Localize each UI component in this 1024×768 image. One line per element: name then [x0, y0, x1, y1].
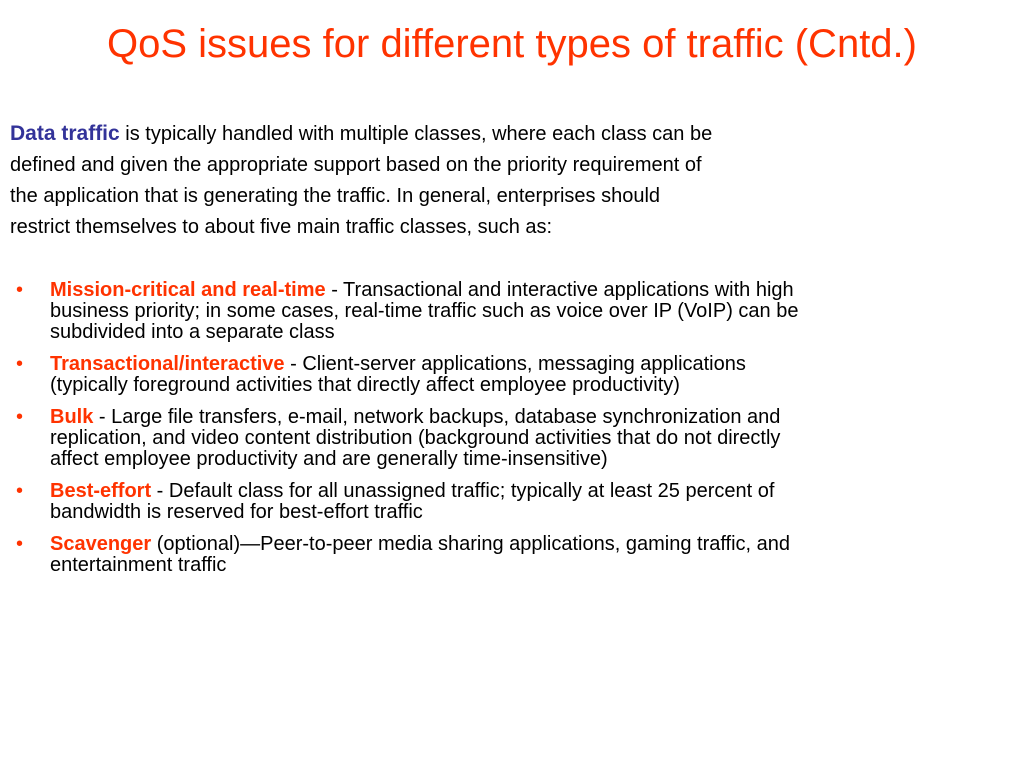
bullet-marker: •: [16, 480, 24, 502]
bullet-line: [50, 407, 1012, 428]
traffic-class-item-scavenger: [16, 534, 1012, 576]
bullet-line: entertainment traffic: [50, 554, 227, 576]
bullet-line: subdivided into a separate class: [50, 321, 335, 343]
traffic-class-term: Bulk: [50, 406, 94, 428]
traffic-class-desc: (optional)—Peer-to-peer media sharing applications, gaming traffic, and: [151, 533, 791, 555]
bullet-marker: •: [16, 353, 24, 375]
intro-text: is typically handled with multiple classes, where each class can be: [119, 123, 713, 145]
bullet-marker: •: [16, 406, 24, 428]
bullet-line: affect employee productivity and are generally time-insensitive): [50, 448, 608, 470]
traffic-class-item-mission-critical: [16, 280, 1012, 343]
bullet-line: (typically foreground activities that directly affect employee productivity): [50, 374, 680, 396]
intro-line: the application that is generating the traffic. In general, enterprises should: [10, 185, 661, 207]
traffic-class-desc: - Transactional and interactive applications with high: [325, 279, 794, 301]
traffic-class-desc: - Default class for all unassigned traffic; typically at least 25 percent of: [151, 480, 775, 502]
traffic-class-item-bulk: [16, 407, 1012, 470]
bullet-line: bandwidth is reserved for best-effort traffic: [50, 501, 423, 523]
bullet-line: [50, 354, 1012, 375]
bullet-line: [50, 534, 1012, 555]
traffic-class-item-transactional: [16, 354, 1012, 396]
traffic-class-term: Scavenger: [50, 533, 152, 555]
bullet-marker: •: [16, 279, 24, 301]
intro-paragraph: [10, 118, 1010, 243]
slide-title: QoS issues for different types of traffic (Cntd.): [107, 22, 917, 66]
traffic-class-desc: - Large file transfers, e-mail, network backups, database synchronization and: [93, 406, 781, 428]
bullet-marker: •: [16, 533, 24, 555]
intro-line: restrict themselves to about five main traffic classes, such as:: [10, 216, 553, 238]
intro-lead-term: Data traffic: [10, 122, 120, 145]
traffic-class-term: Mission-critical and real-time: [50, 279, 326, 301]
intro-line: [10, 118, 1010, 150]
bullet-line: [50, 481, 1012, 502]
bullet-line: [50, 280, 1012, 301]
traffic-class-desc: - Client-server applications, messaging applications: [284, 353, 746, 375]
bullet-line: replication, and video content distribution (background activities that do not directly: [50, 427, 781, 449]
traffic-class-item-best-effort: [16, 481, 1012, 523]
traffic-class-list: [16, 280, 1012, 587]
intro-line: defined and given the appropriate support based on the priority requirement of: [10, 154, 702, 176]
bullet-line: business priority; in some cases, real-time traffic such as voice over IP (VoIP) can be: [50, 300, 799, 322]
traffic-class-term: Best-effort: [50, 480, 152, 502]
traffic-class-term: Transactional/interactive: [50, 353, 285, 375]
